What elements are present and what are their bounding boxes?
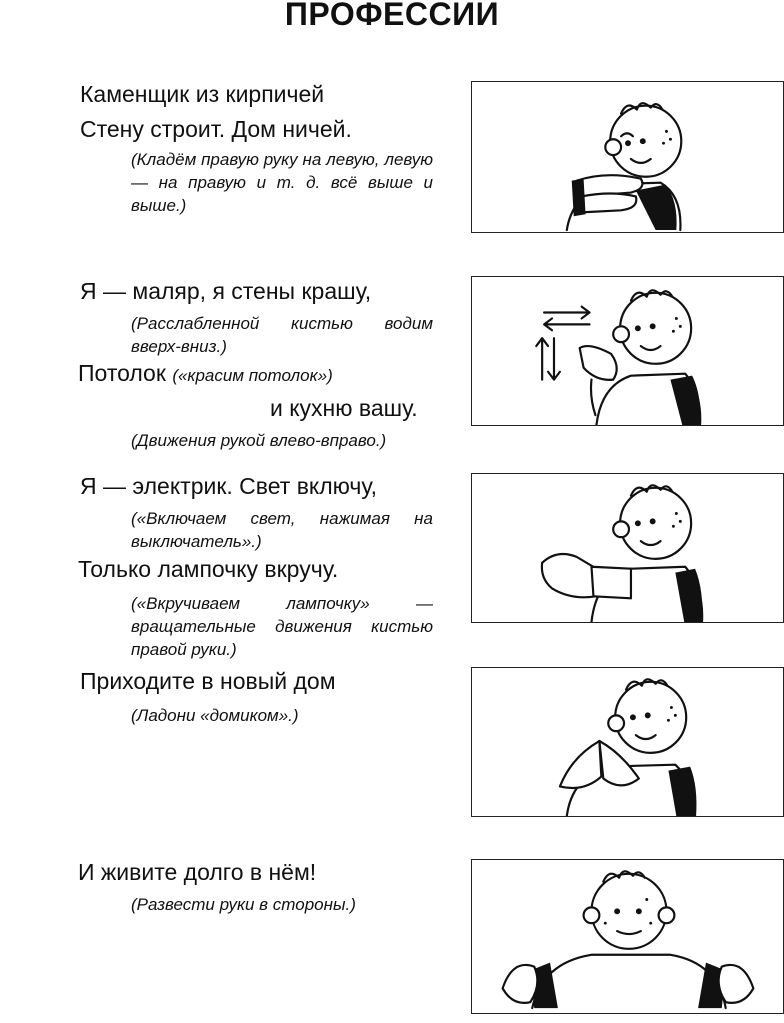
instruction-note: («Включаем свет, нажимая на выключатель».) — [131, 509, 433, 551]
child-stacking-hands-icon — [472, 82, 783, 232]
verse-line: Стену строит. Дом ничей. — [80, 116, 352, 142]
verse-line: Приходите в новый дом — [80, 668, 336, 694]
child-arms-spread-icon — [472, 860, 783, 1013]
verse-line-text: Потолок — [78, 360, 166, 386]
illustration-arms-spread — [471, 859, 784, 1014]
verse-line: Я — электрик. Свет включу, — [80, 473, 377, 499]
instruction-note: (Ладони «домиком».) — [131, 706, 299, 725]
verse-line: Только лампочку вкручу. — [78, 556, 339, 582]
child-painting-gesture-icon — [472, 277, 783, 425]
verse-line: И живите долго в нём! — [78, 859, 317, 885]
illustration-house-hands — [471, 667, 784, 817]
instruction-note: (Движения рукой влево-вправо.) — [131, 431, 387, 450]
verse-line — [78, 357, 333, 392]
child-pressing-switch-icon — [472, 474, 783, 622]
verse-line: и кухню вашу. — [270, 395, 418, 421]
instruction-note: («Вкручиваем лампочку» — вращательные движения кистью правой руки.) — [131, 594, 433, 659]
inline-instruction-note: («красим потолок») — [172, 366, 333, 385]
child-house-hands-icon — [472, 668, 783, 816]
illustration-electrician — [471, 473, 784, 623]
instruction-note: (Расслабленной кистью водим вверх-вниз.) — [131, 314, 433, 356]
instruction-note: (Развести руки в стороны.) — [131, 895, 356, 914]
verse-line: Я — маляр, я стены крашу, — [80, 278, 372, 304]
verse-line: Каменщик из кирпичей — [80, 81, 325, 107]
illustration-bricklayer — [471, 81, 784, 233]
instruction-note: (Кладём правую руку на левую, левую — на правую и т. д. всё выше и выше.) — [131, 150, 433, 215]
page-title: ПРОФЕССИИ — [284, 0, 500, 32]
illustration-painter — [471, 276, 784, 426]
